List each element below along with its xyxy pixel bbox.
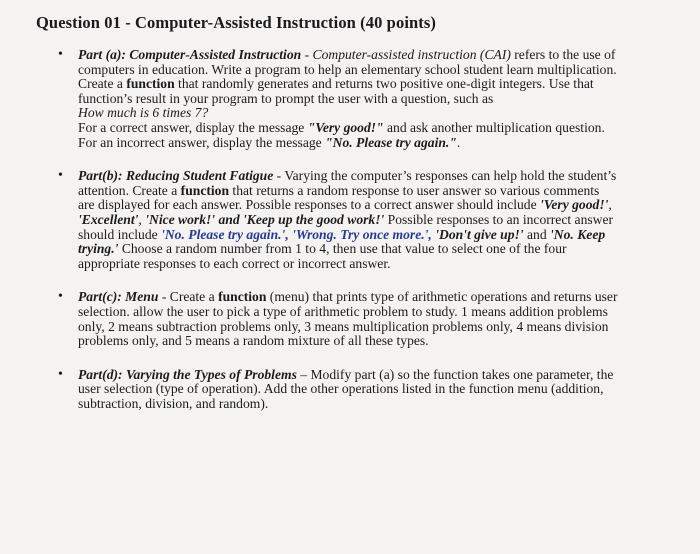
part-b-sep-1: , — [608, 197, 612, 213]
part-b-text-1: - Varying the computer’s responses can help hold the student’s attention. Create a — [78, 168, 617, 198]
part-a-intro: Computer-assisted instruction (CAI) — [312, 47, 511, 62]
part-b-correct-response-1: 'Very good!' — [540, 197, 609, 213]
part-c-text-1: - Create a — [158, 289, 219, 305]
part-b-incorrect-response-1: 'No. Please try again.' — [161, 226, 286, 242]
part-a-item — [58, 47, 618, 150]
part-b-text-3: Possible responses to an incorrect answer should include — [78, 211, 614, 242]
part-c-text-2: (menu) that prints type of arithmetic operations and returns user selection. allow the user to pick a type of arithmetic problem to study. 1 means addition problems only, 2 means subtraction problems only, 3 means multiplication problems only, 4 means division problems only, and 5 means a random mixture of all these types. — [78, 289, 618, 349]
part-b-keyword-function: function — [180, 182, 230, 198]
bullet-icon: • — [58, 168, 63, 184]
part-b-correct-response-3: 'Nice work!' — [145, 211, 216, 227]
part-b-sep-6: and — [523, 226, 551, 242]
part-d-text-1: – Modify part (a) so the function takes one parameter, the user selection (type of operation). Add the other operations listed in the function menu (addition, subtraction, division, and random). — [78, 366, 614, 411]
part-a-sep: - — [301, 47, 313, 62]
part-a-msg-correct: "Very good!" — [307, 119, 384, 135]
part-a-text-2: that randomly generates and returns two positive one-digit integers. Use that function’s result in your program to prompt the user with a question, such as — [78, 76, 594, 106]
part-a-heading: Part (a): Computer-Assisted Instruction — [78, 47, 302, 62]
part-b-incorrect-response-4: 'No. Keep trying.' — [78, 226, 606, 257]
part-b-incorrect-response-3: 'Don't give up!' — [435, 226, 524, 242]
part-b-sep-3: and — [215, 211, 244, 227]
parts-list — [0, 48, 700, 411]
part-a-keyword-function: function — [126, 76, 175, 92]
part-c-item — [58, 289, 618, 349]
part-c-keyword-function: function — [218, 289, 267, 305]
part-c-heading: Part(c): Menu — [78, 289, 159, 305]
part-d-item — [58, 366, 618, 412]
part-a-text-4: and ask another multiplication question. For an incorrect answer, display the message — [78, 119, 605, 150]
part-a-example-question: How much is 6 times 7? — [78, 105, 209, 121]
part-d-heading: Part(d): Varying the Types of Problems — [78, 366, 297, 382]
question-title: Question 01 - Computer-Assisted Instruction (40 points) — [36, 13, 436, 32]
part-b-correct-response-2: 'Excellent' — [78, 211, 139, 227]
part-a-text-1: refers to the use of computers in education. Write a program to help an elementary school student learn multiplication. Create a — [78, 47, 617, 92]
part-a-msg-incorrect: "No. Please try again." — [325, 134, 457, 150]
part-b-text-2: that returns a random response to user answer so various comments are displayed for each answer. Possible responses to a correct answer should include — [78, 182, 600, 213]
part-b-sep-2: , — [138, 211, 146, 227]
part-b-heading: Part(b): Reducing Student Fatigue — [78, 168, 274, 184]
part-b-text-4: Choose a random number from 1 to 4, then use that value to select one of the four appropriate responses to each correct or incorrect answer. — [78, 241, 567, 271]
part-b-sep-5: , — [428, 226, 436, 242]
bullet-icon: • — [58, 366, 63, 382]
part-b-sep-4: , — [285, 226, 293, 242]
bullet-icon: • — [58, 289, 63, 305]
part-a-text-3: For a correct answer, display the message — [78, 119, 308, 135]
bullet-icon: • — [58, 47, 63, 62]
part-a-text-5: . — [456, 134, 461, 150]
part-b-incorrect-response-2: 'Wrong. Try once more.' — [292, 226, 429, 242]
part-b-item — [58, 168, 618, 271]
part-b-correct-response-4: 'Keep up the good work!' — [243, 211, 385, 227]
